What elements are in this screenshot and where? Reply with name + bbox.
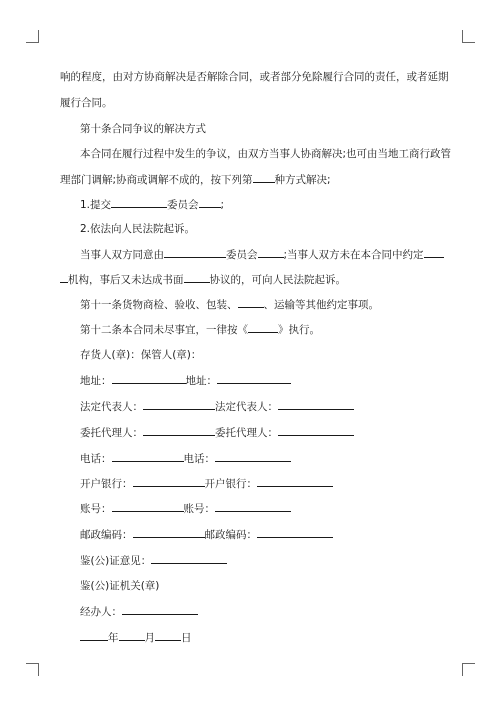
paragraph-line: 履行合同。 xyxy=(60,97,113,109)
blank-line xyxy=(60,272,68,283)
blank-line xyxy=(143,399,215,410)
blank-line xyxy=(112,501,184,512)
blank-line xyxy=(257,527,333,538)
crop-mark-bottom-left xyxy=(26,663,39,676)
blank-line xyxy=(215,451,291,462)
paragraph-line: 理部门调解;协商或调解不成的，按下列第 种方式解决; xyxy=(60,174,331,186)
blank-line xyxy=(112,451,184,462)
article-11: 第十一条货物商检、验收、包装、 、运输等其他约定事项。 xyxy=(80,299,379,311)
blank-line xyxy=(111,197,167,208)
paragraph-line: 当事人双方同意由 委员会 ;当事人双方未在本合同中约定 xyxy=(80,247,460,262)
legal-rep-row: 法定代表人： 法定代表人： xyxy=(80,399,460,414)
phone-row: 电话： 电话： xyxy=(80,451,460,466)
blank-line xyxy=(215,501,291,512)
article-12: 第十二条本合同未尽事宜，一律按《 》执行。 xyxy=(80,324,320,336)
date-row: 年 月 日 xyxy=(80,630,460,645)
blank-line xyxy=(278,425,354,436)
paragraph-line: 本合同在履行过程中发生的争议，由双方当事人协商解决;也可由当地工商行政管 xyxy=(80,148,452,160)
blank-line xyxy=(164,247,226,258)
blank-line xyxy=(217,373,291,384)
agent-row: 委托代理人： 委托代理人： xyxy=(80,425,460,440)
notary-opinion-row: 鉴(公)证意见： xyxy=(80,553,460,568)
handler-row: 经办人： xyxy=(80,604,460,619)
option-2: 2.依法向人民法院起诉。 xyxy=(80,223,196,235)
notary-org-row: 鉴(公)证机关(章) xyxy=(80,580,160,592)
article-10-title: 第十条合同争议的解决方式 xyxy=(80,123,206,135)
crop-mark-top-left xyxy=(26,30,39,43)
address-row: 地址： 地址： xyxy=(80,373,460,388)
paragraph-line: 响的程度，由对方协商解决是否解除合同，或者部分免除履行合同的责任，或者延期 xyxy=(60,71,449,83)
paragraph-line: 机构，事后又未达成书面 协议的，可向人民法院起诉。 xyxy=(60,272,440,287)
blank-line xyxy=(257,476,333,487)
blank-line xyxy=(258,247,284,258)
blank-line xyxy=(133,527,205,538)
blank-line xyxy=(80,630,108,641)
blank-line xyxy=(278,399,354,410)
blank-line xyxy=(155,630,181,641)
blank-line xyxy=(199,197,221,208)
blank-line xyxy=(424,247,444,258)
blank-line xyxy=(151,553,227,564)
blank-line xyxy=(184,272,210,283)
parties-label: 存货人(章)：保管人(章)： xyxy=(80,349,202,361)
crop-mark-bottom-right xyxy=(462,663,475,676)
account-row: 账号： 账号： xyxy=(80,501,460,516)
blank-line xyxy=(253,172,275,183)
blank-line xyxy=(112,373,186,384)
blank-line xyxy=(143,425,215,436)
blank-line xyxy=(248,322,278,333)
option-1: 1.提交 委员会 ; xyxy=(80,199,225,211)
blank-line xyxy=(119,630,145,641)
bank-row: 开户银行： 开户银行： xyxy=(80,476,460,491)
blank-line xyxy=(122,604,198,615)
blank-line xyxy=(133,476,205,487)
postal-row: 邮政编码： 邮政编码： xyxy=(80,527,460,542)
blank-line xyxy=(238,297,264,308)
crop-mark-top-right xyxy=(462,30,475,43)
